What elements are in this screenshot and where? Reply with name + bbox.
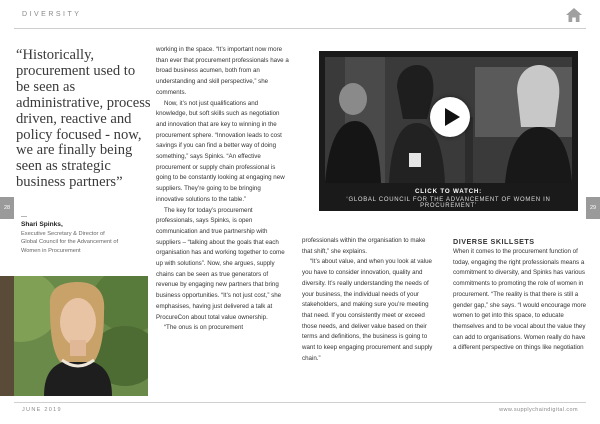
page-number-right: 29 [586,197,600,219]
attribution-name: Shari Spinks, [21,221,63,228]
column2-paragraph: “It’s about value, and when you look at value you have to consider innovation, quality and diversity. It’s really understanding the needs of your business, the individual needs of your stakeholders, and making sure you’re meeting that need. If you consistently meet or exceed those needs, and deliver value based on their terms and definitions, the business is going to want to keep engaging procurement and supply chain.” [302,258,433,362]
play-icon[interactable] [430,97,470,137]
column3-paragraph: When it comes to the procurement function of today, engaging the right professionals means a commitment to diversity, and Spinks has various commitments to promoting the role of women in procurement. “The reality is that there is still a gender gap,” she says. “I would encourage more women to get into this space, to educate themselves and to be vocal about the value they can add to organisations. Women really do have a different perspective on things like negotiation [453,248,587,352]
issue-date: JUNE 2019 [22,407,62,413]
section-heading: DIVERSE SKILLSETS [453,237,535,246]
column2-paragraph: professionals within the organisation to make that shift,” she explains. [302,237,426,255]
footer-divider [14,402,586,403]
column1-paragraph: Now, it’s not just qualifications and knowledge, but soft skills such as negotiation and innovation that are key to winning in the procurement sphere. “Innovation leads to cost savings if you can find a better way of doing something,” says Spinks. “An effective procurement or supply chain professional is going to be constantly looking at engaging new suppliers. They’re going to be bringing innovative solutions to the table.” [156,99,285,203]
article-column-1 [156,45,290,334]
video-cta[interactable]: CLICK TO WATCH: [414,188,483,195]
home-icon[interactable] [566,8,582,22]
column1-paragraph: The key for today’s procurement professionals, says Spinks, is open communication and true partnership with suppliers – “talking about the goals that each organisation has and working together to come up with solutions”. Now, she argues, supply chains can be seen as true generators of revenue by engaging new partners that bring business opportunities. “It’s not just cost,” she emphasises, having just delivered a talk at ProcureCon about total value ownership. [156,206,285,321]
pull-quote: “Historically, procurement used to be seen as administrative, process driven, reactive and policy focused - now, we are finally being seen as strategic business partners” [16,47,151,191]
article-column-3 [453,236,588,354]
video-panel[interactable] [319,51,578,211]
attribution-dash: — [21,214,27,220]
portrait-photo [0,276,148,396]
article-column-2 [302,236,437,364]
video-caption: ‘GLOBAL COUNCIL FOR THE ADVANCEMENT OF WOMEN IN PROCUREMENT’ [346,197,551,209]
column1-paragraph: working in the space. “It’s important now more than ever that procurement professionals have a broad business acumen, both from an understanding and skill perspective,” she comments. [156,46,289,96]
header-divider [14,28,586,29]
play-triangle [445,108,460,126]
video-thumbnail[interactable] [325,57,572,183]
section-label: DIVERSITY [22,11,82,18]
column1-paragraph: “The onus is on procurement [164,324,244,332]
page-number-left: 28 [0,197,14,219]
website-link[interactable]: www.supplychaindigital.com [499,407,578,413]
attribution-title: Executive Secretary & Director of Global Council for the Advancement of Women in Procurement [21,231,119,254]
